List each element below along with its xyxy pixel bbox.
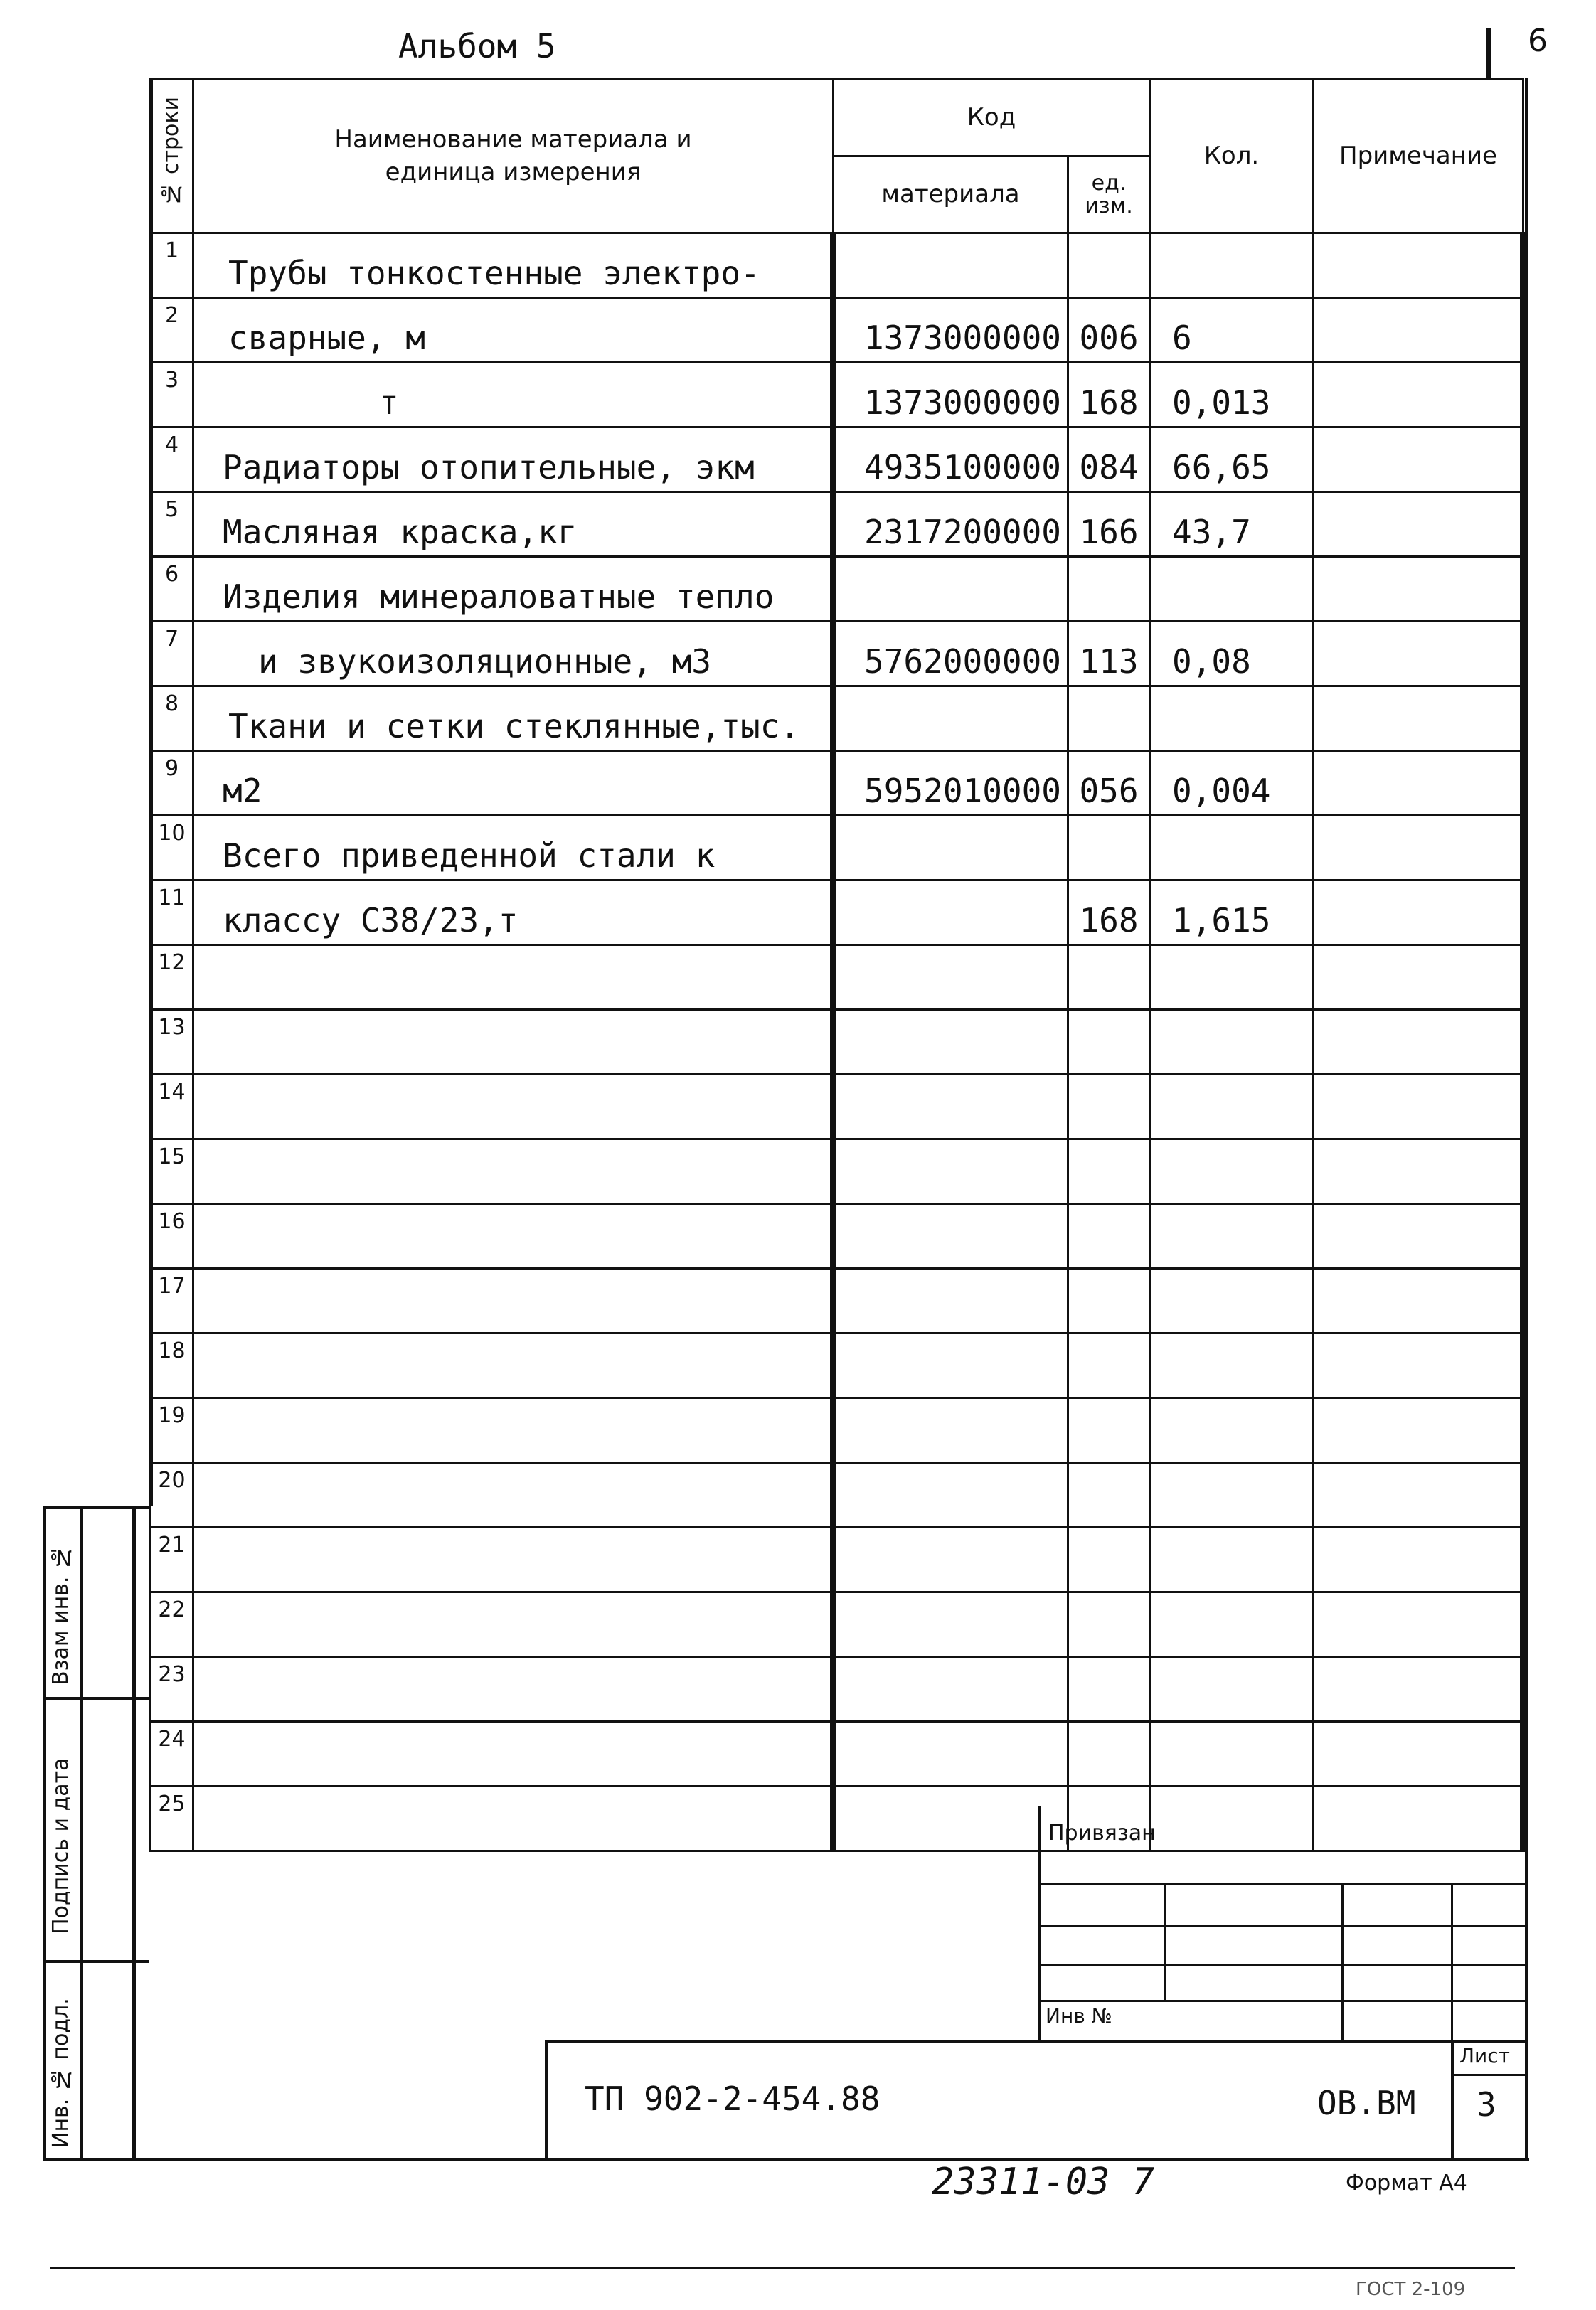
- row-number-cell: 25: [151, 1787, 193, 1851]
- side-stamp-bottom: [43, 2158, 1529, 2161]
- quantity-cell: [1150, 1010, 1314, 1075]
- unit-code-cell: [1068, 686, 1150, 751]
- material-name-cell: и звукоизоляционные, м3: [193, 622, 834, 686]
- top-right-tick: [1486, 28, 1491, 78]
- unit-code-cell: 056: [1068, 751, 1150, 816]
- note-cell: [1314, 880, 1523, 945]
- quantity-cell: 0,08: [1150, 622, 1314, 686]
- quantity-cell: [1150, 1463, 1314, 1528]
- frame-right: [1525, 78, 1528, 2159]
- unit-code-cell: [1068, 1139, 1150, 1204]
- side-stamp-inner-left: [80, 1506, 83, 2159]
- frame-left-upper: [149, 78, 153, 1506]
- table-row: [151, 1787, 1523, 1851]
- quantity-cell: [1150, 1139, 1314, 1204]
- binding-block-line-1: [1038, 1883, 1528, 1885]
- material-name-cell: [193, 1592, 834, 1657]
- row-number-cell: 22: [151, 1592, 193, 1657]
- unit-code-cell: 168: [1068, 880, 1150, 945]
- gost-reference: ГОСТ 2-109: [1356, 2279, 1466, 2300]
- title-block-top: [545, 2040, 1528, 2043]
- unit-code-cell: 006: [1068, 298, 1150, 363]
- material-name-cell: [193, 1657, 834, 1722]
- material-code-cell: [834, 880, 1068, 945]
- unit-code-cell: [1068, 1528, 1150, 1592]
- note-cell: [1314, 492, 1523, 557]
- material-name-cell: [193, 1010, 834, 1075]
- album-label: Альбом 5: [398, 27, 556, 65]
- row-number-cell: 16: [151, 1204, 193, 1269]
- material-name-header: [193, 80, 834, 233]
- binding-block-vline-1: [1164, 1883, 1166, 2000]
- unit-code-cell: [1068, 1657, 1150, 1722]
- quantity-cell: [1150, 1787, 1314, 1851]
- material-code-cell: 4935100000: [834, 427, 1068, 492]
- row-number-cell: 21: [151, 1528, 193, 1592]
- unit-code-cell: [1068, 1204, 1150, 1269]
- side-stamp-signature-date: Подпись и дата: [48, 1757, 73, 1934]
- note-cell: [1314, 1010, 1523, 1075]
- table-row: [151, 298, 1523, 363]
- note-header: Примечание: [1314, 80, 1523, 233]
- material-code-cell: [834, 233, 1068, 298]
- row-number-cell: 13: [151, 1010, 193, 1075]
- note-cell: [1314, 1722, 1523, 1787]
- row-number-cell: 20: [151, 1463, 193, 1528]
- material-name-cell: классу С38/23,т: [193, 880, 834, 945]
- table-row: [151, 1010, 1523, 1075]
- binding-block-line-2: [1038, 1925, 1528, 1927]
- material-code-cell: [834, 1334, 1068, 1398]
- material-name-cell: м2: [193, 751, 834, 816]
- quantity-cell: [1150, 1204, 1314, 1269]
- row-number-header-text: № строки: [159, 97, 184, 206]
- material-code-cell: [834, 1398, 1068, 1463]
- material-code-cell: [834, 1528, 1068, 1592]
- note-cell: [1314, 1204, 1523, 1269]
- note-cell: [1314, 751, 1523, 816]
- material-name-cell: [193, 1528, 834, 1592]
- table-row: [151, 427, 1523, 492]
- material-name-cell: [193, 1463, 834, 1528]
- title-sheet-label-line: [1451, 2074, 1528, 2076]
- row-number-cell: 17: [151, 1269, 193, 1334]
- material-name-cell: [193, 945, 834, 1010]
- table-row: [151, 1075, 1523, 1139]
- material-name-cell: Трубы тонкостенные электро-: [193, 233, 834, 298]
- quantity-cell: [1150, 945, 1314, 1010]
- quantity-cell: 0,004: [1150, 751, 1314, 816]
- sheet-number: 3: [1477, 2085, 1496, 2124]
- binding-inventory-label: Инв №: [1046, 2004, 1112, 2028]
- unit-code-cell: 084: [1068, 427, 1150, 492]
- material-code-cell: 5952010000: [834, 751, 1068, 816]
- quantity-cell: [1150, 1592, 1314, 1657]
- material-name-header-text: Наименование материала и единица измерения: [334, 124, 692, 186]
- quantity-cell: [1150, 233, 1314, 298]
- table-row: [151, 1592, 1523, 1657]
- material-name-cell: [193, 1398, 834, 1463]
- material-name-cell: Масляная краска,кг: [193, 492, 834, 557]
- row-number-cell: 5: [151, 492, 193, 557]
- quantity-cell: [1150, 1075, 1314, 1139]
- material-code-cell: [834, 1592, 1068, 1657]
- row-number-cell: 1: [151, 233, 193, 298]
- table-row: [151, 1398, 1523, 1463]
- row-number-cell: 3: [151, 363, 193, 427]
- unit-code-cell: [1068, 1463, 1150, 1528]
- row-number-header: [151, 80, 193, 233]
- quantity-cell: [1150, 557, 1314, 622]
- note-cell: [1314, 1657, 1523, 1722]
- unit-code-cell: [1068, 945, 1150, 1010]
- material-code-cell: [834, 557, 1068, 622]
- row-number-cell: 7: [151, 622, 193, 686]
- quantity-cell: [1150, 1657, 1314, 1722]
- material-code-cell: [834, 1010, 1068, 1075]
- unit-code-cell: [1068, 1334, 1150, 1398]
- table-row: [151, 1657, 1523, 1722]
- specification-body: [151, 233, 1523, 1851]
- note-cell: [1314, 945, 1523, 1010]
- table-row: [151, 1463, 1523, 1528]
- note-cell: [1314, 686, 1523, 751]
- unit-code-cell: [1068, 1269, 1150, 1334]
- quantity-cell: [1150, 1722, 1314, 1787]
- note-cell: [1314, 363, 1523, 427]
- material-code-cell: [834, 1657, 1068, 1722]
- material-name-cell: [193, 1075, 834, 1139]
- quantity-cell: [1150, 816, 1314, 880]
- unit-code-cell: [1068, 1075, 1150, 1139]
- order-number: 23311-03 7: [932, 2161, 1155, 2203]
- material-name-cell: т: [193, 363, 834, 427]
- table-row: [151, 1334, 1523, 1398]
- frame-left: [132, 1506, 136, 2159]
- table-row: [151, 1204, 1523, 1269]
- specification-table: [149, 78, 1526, 1852]
- row-number-cell: 15: [151, 1139, 193, 1204]
- binding-block-left: [1038, 1806, 1041, 2041]
- material-name-cell: [193, 1722, 834, 1787]
- unit-code-header-text: ед. изм.: [1085, 171, 1133, 218]
- material-name-cell: Изделия минераловатные тепло: [193, 557, 834, 622]
- table-row: [151, 1722, 1523, 1787]
- table-row: [151, 1528, 1523, 1592]
- material-code-cell: 1373000000: [834, 298, 1068, 363]
- note-cell: [1314, 622, 1523, 686]
- material-name-cell: Радиаторы отопительные, экм: [193, 427, 834, 492]
- note-cell: [1314, 1592, 1523, 1657]
- unit-code-cell: [1068, 1398, 1150, 1463]
- material-code-cell: 1373000000: [834, 363, 1068, 427]
- side-stamp-outer-left: [43, 1506, 46, 2159]
- unit-code-cell: [1068, 816, 1150, 880]
- material-name-cell: [193, 1139, 834, 1204]
- row-number-cell: 8: [151, 686, 193, 751]
- table-row: [151, 751, 1523, 816]
- material-name-cell: [193, 1787, 834, 1851]
- binding-label: Привязан: [1048, 1821, 1156, 1846]
- material-code-cell: [834, 945, 1068, 1010]
- note-cell: [1314, 1463, 1523, 1528]
- paper-format: Формат А4: [1346, 2171, 1467, 2195]
- note-cell: [1314, 1075, 1523, 1139]
- material-code-cell: [834, 1139, 1068, 1204]
- row-number-cell: 18: [151, 1334, 193, 1398]
- row-number-cell: 2: [151, 298, 193, 363]
- table-row: [151, 233, 1523, 298]
- material-name-cell: Ткани и сетки стеклянные,тыс.: [193, 686, 834, 751]
- row-number-cell: 6: [151, 557, 193, 622]
- table-row: [151, 622, 1523, 686]
- material-name-cell: [193, 1204, 834, 1269]
- quantity-header: Кол.: [1150, 80, 1314, 233]
- material-code-header: материала: [834, 156, 1068, 233]
- material-name-cell: сварные, м: [193, 298, 834, 363]
- material-code-cell: [834, 1463, 1068, 1528]
- unit-code-cell: [1068, 1722, 1150, 1787]
- quantity-cell: 6: [1150, 298, 1314, 363]
- drawing-section-code: ОВ.ВМ: [1317, 2084, 1416, 2122]
- material-name-cell: [193, 1334, 834, 1398]
- title-sheet-divider: [1451, 2040, 1454, 2159]
- quantity-cell: [1150, 1528, 1314, 1592]
- quantity-cell: [1150, 1269, 1314, 1334]
- unit-code-cell: 113: [1068, 622, 1150, 686]
- note-cell: [1314, 1398, 1523, 1463]
- code-header: Код: [834, 80, 1150, 156]
- title-block-left: [545, 2040, 548, 2159]
- table-row: [151, 686, 1523, 751]
- note-cell: [1314, 1528, 1523, 1592]
- row-number-cell: 24: [151, 1722, 193, 1787]
- sheet-label: Лист: [1459, 2044, 1510, 2067]
- note-cell: [1314, 1139, 1523, 1204]
- note-cell: [1314, 816, 1523, 880]
- material-code-cell: [834, 1269, 1068, 1334]
- table-row: [151, 1139, 1523, 1204]
- unit-code-cell: [1068, 1010, 1150, 1075]
- binding-block-line-4: [1038, 2000, 1528, 2002]
- material-code-cell: [834, 686, 1068, 751]
- table-row: [151, 557, 1523, 622]
- project-designation: ТП 902-2-454.88: [585, 2080, 881, 2118]
- material-code-cell: [834, 816, 1068, 880]
- row-number-cell: 10: [151, 816, 193, 880]
- unit-code-cell: 168: [1068, 363, 1150, 427]
- note-cell: [1314, 233, 1523, 298]
- material-code-cell: [834, 1204, 1068, 1269]
- row-number-cell: 19: [151, 1398, 193, 1463]
- table-row: [151, 880, 1523, 945]
- unit-code-cell: [1068, 1592, 1150, 1657]
- note-cell: [1314, 1269, 1523, 1334]
- quantity-cell: [1150, 686, 1314, 751]
- row-number-cell: 23: [151, 1657, 193, 1722]
- binding-block-line-3: [1038, 1964, 1528, 1966]
- quantity-cell: 0,013: [1150, 363, 1314, 427]
- note-cell: [1314, 298, 1523, 363]
- material-name-cell: [193, 1269, 834, 1334]
- table-row: [151, 363, 1523, 427]
- unit-code-header: [1068, 156, 1150, 233]
- quantity-cell: [1150, 1398, 1314, 1463]
- row-number-cell: 9: [151, 751, 193, 816]
- quantity-cell: 43,7: [1150, 492, 1314, 557]
- binding-block-vline-3: [1451, 1883, 1453, 2040]
- table-row: [151, 945, 1523, 1010]
- row-number-cell: 14: [151, 1075, 193, 1139]
- note-cell: [1314, 1334, 1523, 1398]
- unit-code-cell: 166: [1068, 492, 1150, 557]
- quantity-cell: [1150, 1334, 1314, 1398]
- side-stamp-original-inventory: Инв. № подл.: [48, 1998, 73, 2148]
- page-corner-number: 6: [1528, 23, 1548, 59]
- row-number-cell: 12: [151, 945, 193, 1010]
- material-code-cell: 5762000000: [834, 622, 1068, 686]
- row-number-cell: 4: [151, 427, 193, 492]
- row-number-cell: 11: [151, 880, 193, 945]
- unit-code-cell: [1068, 557, 1150, 622]
- table-row: [151, 816, 1523, 880]
- material-code-cell: 2317200000: [834, 492, 1068, 557]
- unit-code-cell: [1068, 233, 1150, 298]
- note-cell: [1314, 1787, 1523, 1851]
- material-code-cell: [834, 1787, 1068, 1851]
- quantity-cell: 1,615: [1150, 880, 1314, 945]
- table-row: [151, 1269, 1523, 1334]
- material-name-cell: Всего приведенной стали к: [193, 816, 834, 880]
- table-row: [151, 492, 1523, 557]
- binding-block-vline-2: [1341, 1883, 1344, 2040]
- note-cell: [1314, 557, 1523, 622]
- bottom-rule: [50, 2267, 1515, 2269]
- material-code-cell: [834, 1722, 1068, 1787]
- material-code-cell: [834, 1075, 1068, 1139]
- side-stamp-replacement-inventory: Взам инв. №: [48, 1545, 73, 1686]
- note-cell: [1314, 427, 1523, 492]
- quantity-cell: 66,65: [1150, 427, 1314, 492]
